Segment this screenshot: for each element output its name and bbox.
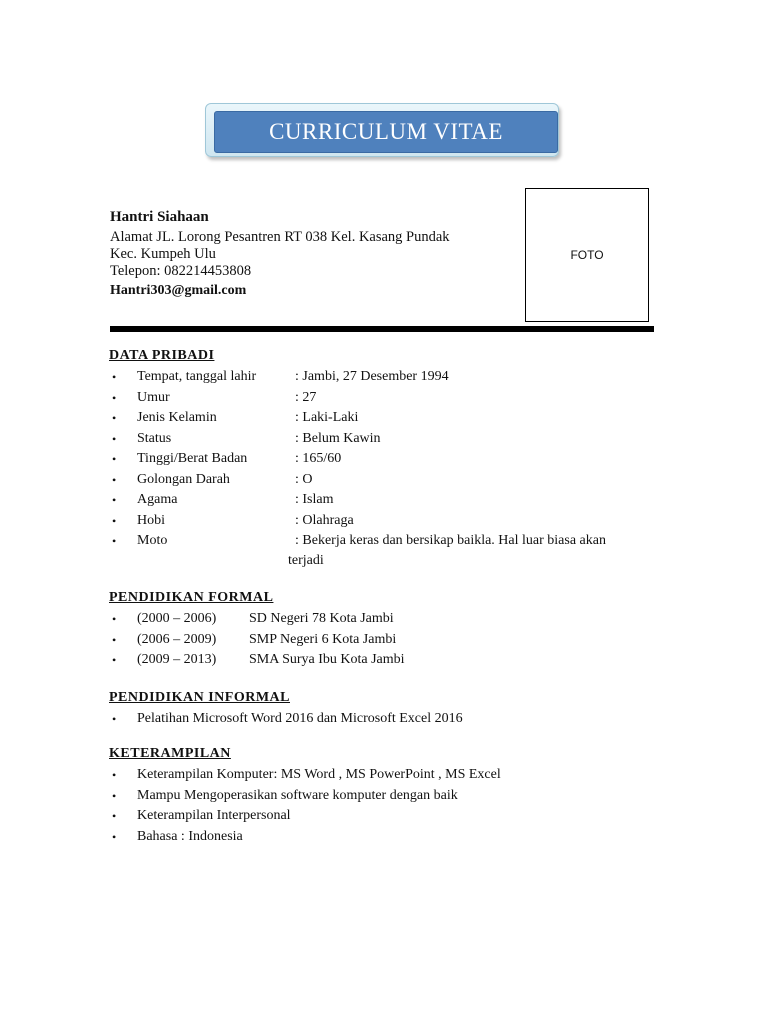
field-value: : Belum Kawin bbox=[295, 430, 381, 446]
bullet-icon: • bbox=[112, 632, 117, 647]
field-label: Moto bbox=[137, 533, 168, 548]
bullet-icon: • bbox=[112, 712, 117, 726]
address-line-2: Kec. Kumpeh Ulu bbox=[110, 246, 216, 262]
phone-number: Telepon: 082214453808 bbox=[110, 263, 252, 279]
bullet-icon: • bbox=[112, 411, 117, 425]
list-item-text: Mampu Mengoperasikan software komputer dengan baik bbox=[137, 787, 458, 803]
bullet-icon: • bbox=[112, 431, 117, 446]
list-item bbox=[112, 806, 501, 827]
address-line-1: Alamat JL. Lorong Pesantren RT 038 Kel. Kasang Pundak bbox=[110, 229, 450, 245]
field-label: Umur bbox=[137, 389, 170, 405]
field-label: Hobi bbox=[137, 512, 165, 528]
pendidikan-formal-list bbox=[112, 609, 405, 671]
school-name: SMP Negeri 6 Kota Jambi bbox=[249, 631, 397, 647]
bullet-icon: • bbox=[112, 493, 117, 507]
title-banner-frame bbox=[205, 103, 559, 157]
bullet-icon: • bbox=[112, 788, 117, 803]
keterampilan-list bbox=[112, 765, 501, 847]
school-name: SD Negeri 78 Kota Jambi bbox=[249, 611, 394, 626]
bullet-icon: • bbox=[112, 390, 117, 405]
page-title: CURRICULUM VITAE bbox=[214, 111, 558, 153]
education-period: (2006 – 2009) bbox=[137, 631, 217, 647]
list-item bbox=[112, 765, 501, 786]
header-divider bbox=[110, 326, 654, 332]
bullet-icon: • bbox=[112, 829, 117, 844]
list-item bbox=[112, 709, 463, 730]
section-title-data-pribadi: DATA PRIBADI bbox=[109, 348, 215, 363]
section-title-pendidikan-informal: PENDIDIKAN INFORMAL bbox=[109, 690, 290, 705]
bullet-icon: • bbox=[112, 653, 117, 667]
photo-label: FOTO bbox=[570, 248, 604, 262]
list-item bbox=[112, 408, 606, 429]
field-value: : O bbox=[295, 471, 313, 487]
list-item-text: Keterampilan Komputer: MS Word , MS PowerPoint , MS Excel bbox=[137, 767, 501, 782]
list-item-text: Pelatihan Microsoft Word 2016 dan Microsoft Excel 2016 bbox=[137, 711, 463, 726]
bullet-icon: • bbox=[112, 534, 117, 548]
list-item-text: Bahasa : Indonesia bbox=[137, 828, 243, 844]
contact-block bbox=[110, 209, 510, 299]
list-item bbox=[112, 429, 606, 450]
school-name: SMA Surya Ibu Kota Jambi bbox=[249, 652, 405, 667]
field-label: Status bbox=[137, 430, 172, 446]
person-name: Hantri Siahaan bbox=[110, 209, 209, 225]
list-item bbox=[112, 511, 606, 532]
list-item bbox=[112, 388, 606, 409]
field-value: : Bekerja keras dan bersikap baikla. Hal luar biasa akan bbox=[295, 533, 606, 548]
field-value: : Laki-Laki bbox=[295, 410, 359, 425]
bullet-icon: • bbox=[112, 513, 117, 528]
field-label: Agama bbox=[137, 492, 178, 507]
list-item bbox=[112, 786, 501, 807]
list-item bbox=[112, 609, 405, 630]
bullet-icon: • bbox=[112, 370, 117, 384]
list-item bbox=[112, 531, 606, 552]
section-title-keterampilan: KETERAMPILAN bbox=[109, 746, 231, 761]
field-label: Jenis Kelamin bbox=[137, 410, 217, 425]
field-value: : Jambi, 27 Desember 1994 bbox=[295, 369, 449, 384]
list-item bbox=[112, 827, 501, 848]
section-title-pendidikan-formal: PENDIDIKAN FORMAL bbox=[109, 590, 274, 605]
list-item bbox=[112, 650, 405, 671]
list-item bbox=[112, 630, 405, 651]
bullet-icon: • bbox=[112, 768, 117, 782]
field-value: : Islam bbox=[295, 492, 334, 507]
education-period: (2000 – 2006) bbox=[137, 611, 217, 626]
photo-placeholder bbox=[525, 188, 649, 322]
field-label: Tinggi/Berat Badan bbox=[137, 451, 248, 466]
field-label: Tempat, tanggal lahir bbox=[137, 369, 257, 384]
field-value: : Olahraga bbox=[295, 512, 354, 528]
education-period: (2009 – 2013) bbox=[137, 652, 217, 667]
moto-continuation: terjadi bbox=[288, 553, 324, 568]
list-item bbox=[112, 490, 606, 511]
data-pribadi-list bbox=[112, 367, 606, 552]
list-item-text: Keterampilan Interpersonal bbox=[137, 808, 291, 823]
list-item bbox=[112, 449, 606, 470]
pendidikan-informal-list bbox=[112, 709, 463, 730]
bullet-icon: • bbox=[112, 452, 117, 466]
email-address: Hantri303@gmail.com bbox=[110, 283, 247, 298]
list-item bbox=[112, 470, 606, 491]
field-label: Golongan Darah bbox=[137, 471, 230, 487]
field-value: : 165/60 bbox=[295, 451, 342, 466]
bullet-icon: • bbox=[112, 472, 117, 487]
field-value: : 27 bbox=[295, 389, 317, 405]
bullet-icon: • bbox=[112, 809, 117, 823]
bullet-icon: • bbox=[112, 612, 117, 626]
list-item bbox=[112, 367, 606, 388]
